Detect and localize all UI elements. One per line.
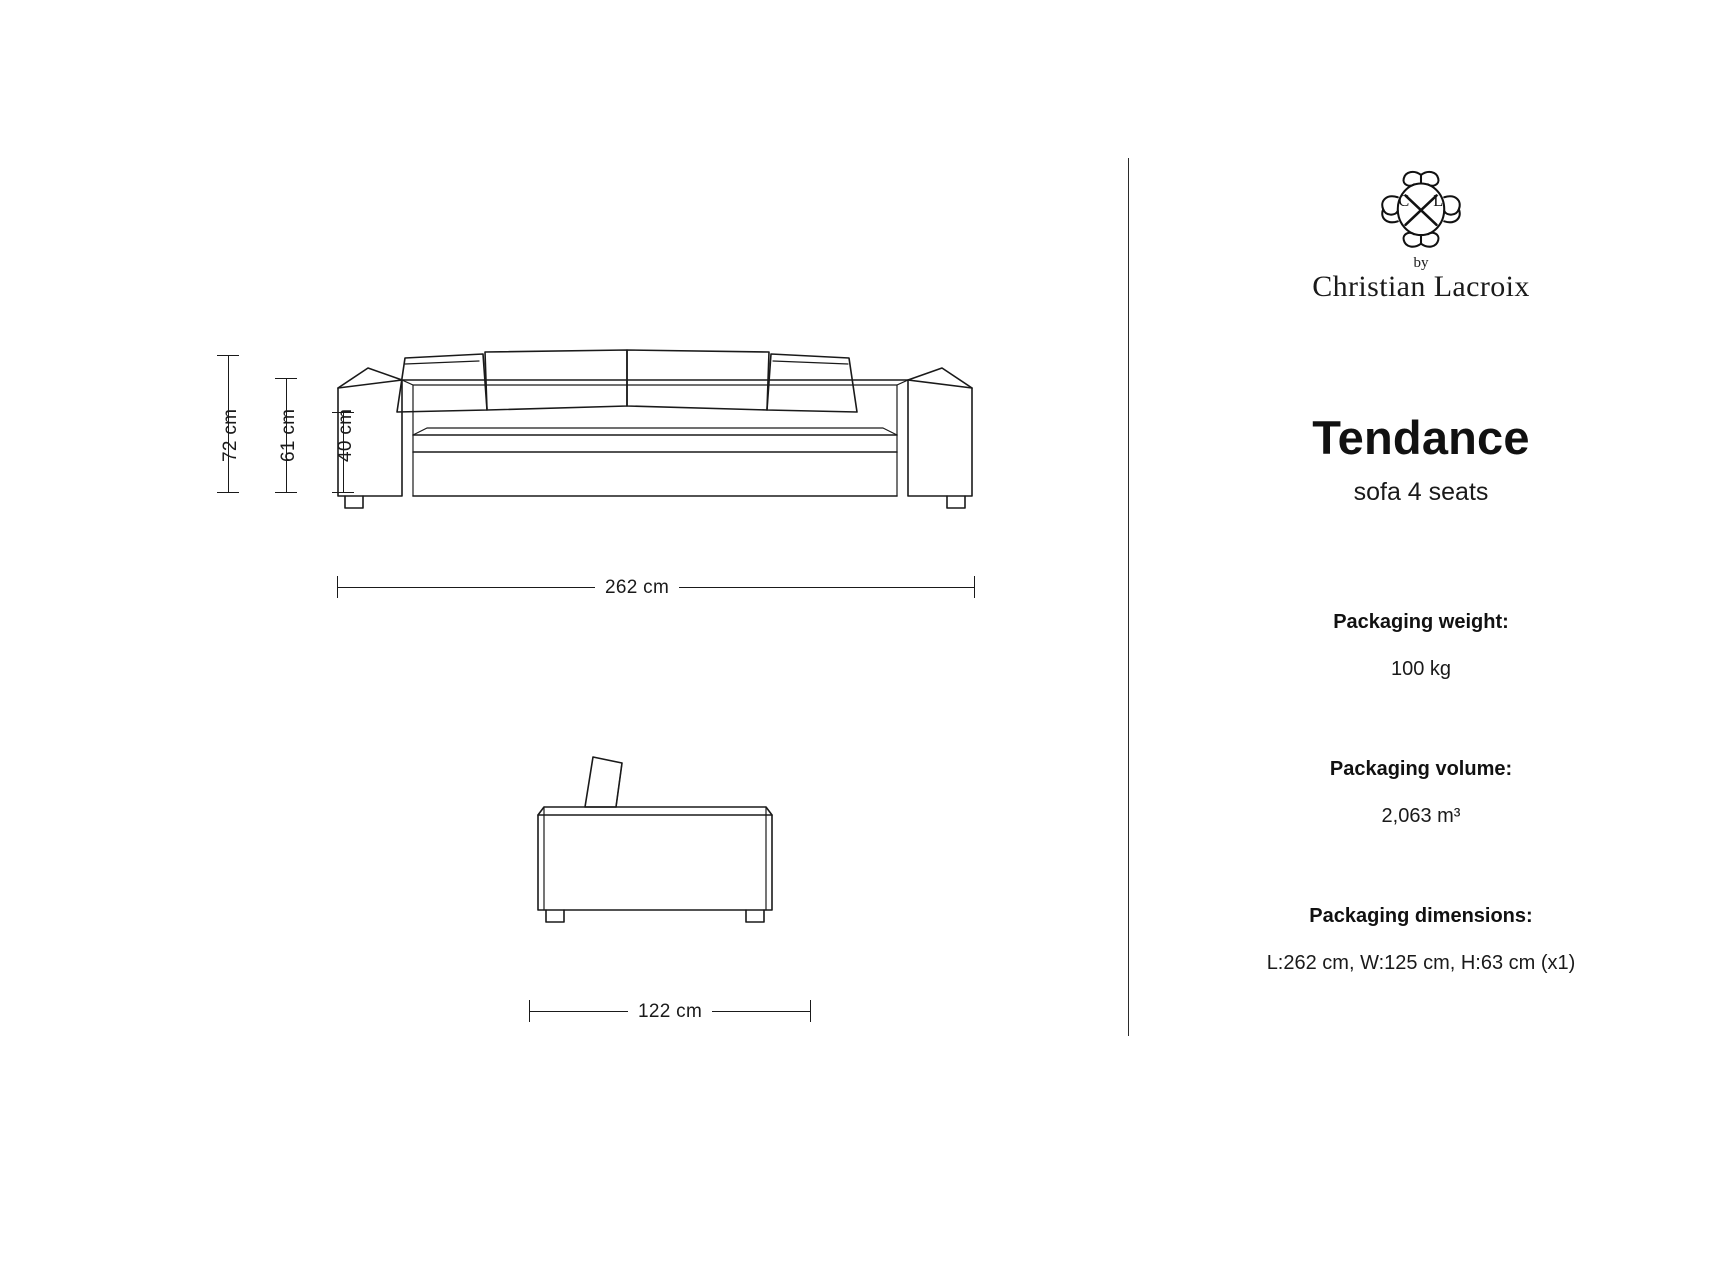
dim-depth-tick-right xyxy=(810,1000,811,1022)
info-panel xyxy=(1129,0,1713,1284)
spec-packaging-weight-label: Packaging weight: xyxy=(1333,611,1509,633)
dim-total-height-tick-top xyxy=(217,355,239,356)
spec-packaging-weight-value: 100 kg xyxy=(1390,658,1452,680)
spec-packaging-dimensions xyxy=(1129,904,1713,975)
dim-back-height-label: 61 cm xyxy=(278,408,299,462)
dim-seat-height-label: 40 cm xyxy=(335,408,356,462)
sofa-side-view xyxy=(530,755,780,925)
dim-width-tick-left xyxy=(337,576,338,598)
dim-back-height-tick-bottom xyxy=(275,492,297,493)
brand-name: Christian Lacroix xyxy=(1312,270,1530,303)
dim-total-height-tick-bottom xyxy=(217,492,239,493)
dim-width-label: 262 cm xyxy=(595,577,679,599)
product-subtitle: sofa 4 seats xyxy=(1353,478,1489,506)
spec-packaging-volume-value: 2,063 m³ xyxy=(1381,805,1461,827)
dim-back-height-tick-top xyxy=(275,378,297,379)
brand-by-text: by xyxy=(1413,255,1429,271)
dim-depth-tick-left xyxy=(529,1000,530,1022)
cxl-monogram-icon xyxy=(1369,168,1473,254)
svg-text:L: L xyxy=(1433,190,1444,210)
spec-packaging-dimensions-label: Packaging dimensions: xyxy=(1309,905,1533,927)
brand-logo xyxy=(1129,168,1713,304)
dim-depth-label: 122 cm xyxy=(628,1001,712,1023)
spec-packaging-weight xyxy=(1129,610,1713,681)
product-title: Tendance xyxy=(1312,411,1530,464)
spec-packaging-dimensions-value: L:262 cm, W:125 cm, H:63 cm (x1) xyxy=(1266,952,1576,974)
spec-packaging-volume-label: Packaging volume: xyxy=(1329,758,1513,780)
spec-packaging-volume xyxy=(1129,757,1713,828)
sofa-front-view xyxy=(335,340,975,540)
dim-total-height-label: 72 cm xyxy=(220,408,241,462)
svg-text:C: C xyxy=(1398,190,1410,210)
dim-width-tick-right xyxy=(974,576,975,598)
